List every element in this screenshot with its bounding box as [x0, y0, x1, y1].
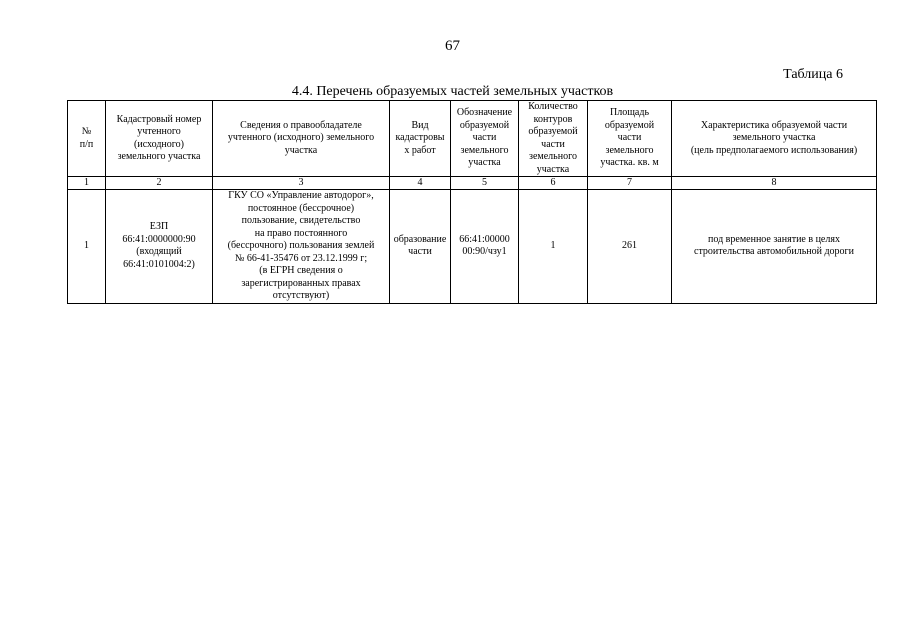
cell-work-type: образование части [390, 190, 451, 304]
header-cell-contours: Количество контуров образуемой части земельного участка [519, 101, 588, 177]
cell-contours: 1 [519, 190, 588, 304]
column-number-row [68, 177, 877, 190]
column-number-cell: 8 [672, 177, 877, 190]
cell-owner-info: ГКУ СО «Управление автодорог», постоянное (бессрочное) пользование, свидетельство на право постоянного (бессрочного) пользования землей № 66-41-35476 от 23.12.1999 г; (в ЕГРН сведения о зарегистрированных правах отсутствуют) [213, 190, 390, 304]
table-caption: Таблица 6 [783, 67, 843, 82]
cell-cadastral-number: ЕЗП 66:41:0000000:90 (входящий 66:41:0101004:2) [106, 190, 213, 304]
column-number-cell: 1 [68, 177, 106, 190]
column-number-cell: 4 [390, 177, 451, 190]
header-cell-number: № п/п [68, 101, 106, 177]
cell-row-number: 1 [68, 190, 106, 304]
table-header-row [68, 101, 877, 177]
header-cell-area: Площадь образуемой части земельного участка. кв. м [588, 101, 672, 177]
header-cell-owner-info: Сведения о правообладателе учтенного (исходного) земельного участка [213, 101, 390, 177]
table-row [68, 190, 877, 304]
column-number-cell: 6 [519, 177, 588, 190]
cell-purpose: под временное занятие в целях строительства автомобильной дороги [672, 190, 877, 304]
column-number-cell: 3 [213, 177, 390, 190]
document-title: 4.4. Перечень образуемых частей земельных участков [291, 84, 614, 99]
column-number-cell: 2 [106, 177, 213, 190]
page-number: 67 [445, 38, 460, 54]
column-number-cell: 5 [451, 177, 519, 190]
cell-area: 261 [588, 190, 672, 304]
header-cell-cadastral-number: Кадастровый номер учтенного (исходного) земельного участка [106, 101, 213, 177]
header-cell-purpose: Характеристика образуемой части земельного участка (цель предполагаемого использования) [672, 101, 877, 177]
column-number-cell: 7 [588, 177, 672, 190]
header-cell-work-type: Вид кадастровы х работ [390, 101, 451, 177]
header-cell-designation: Обозначение образуемой части земельного участка [451, 101, 519, 177]
land-parts-table [67, 100, 877, 304]
cell-designation: 66:41:00000 00:90/чзу1 [451, 190, 519, 304]
